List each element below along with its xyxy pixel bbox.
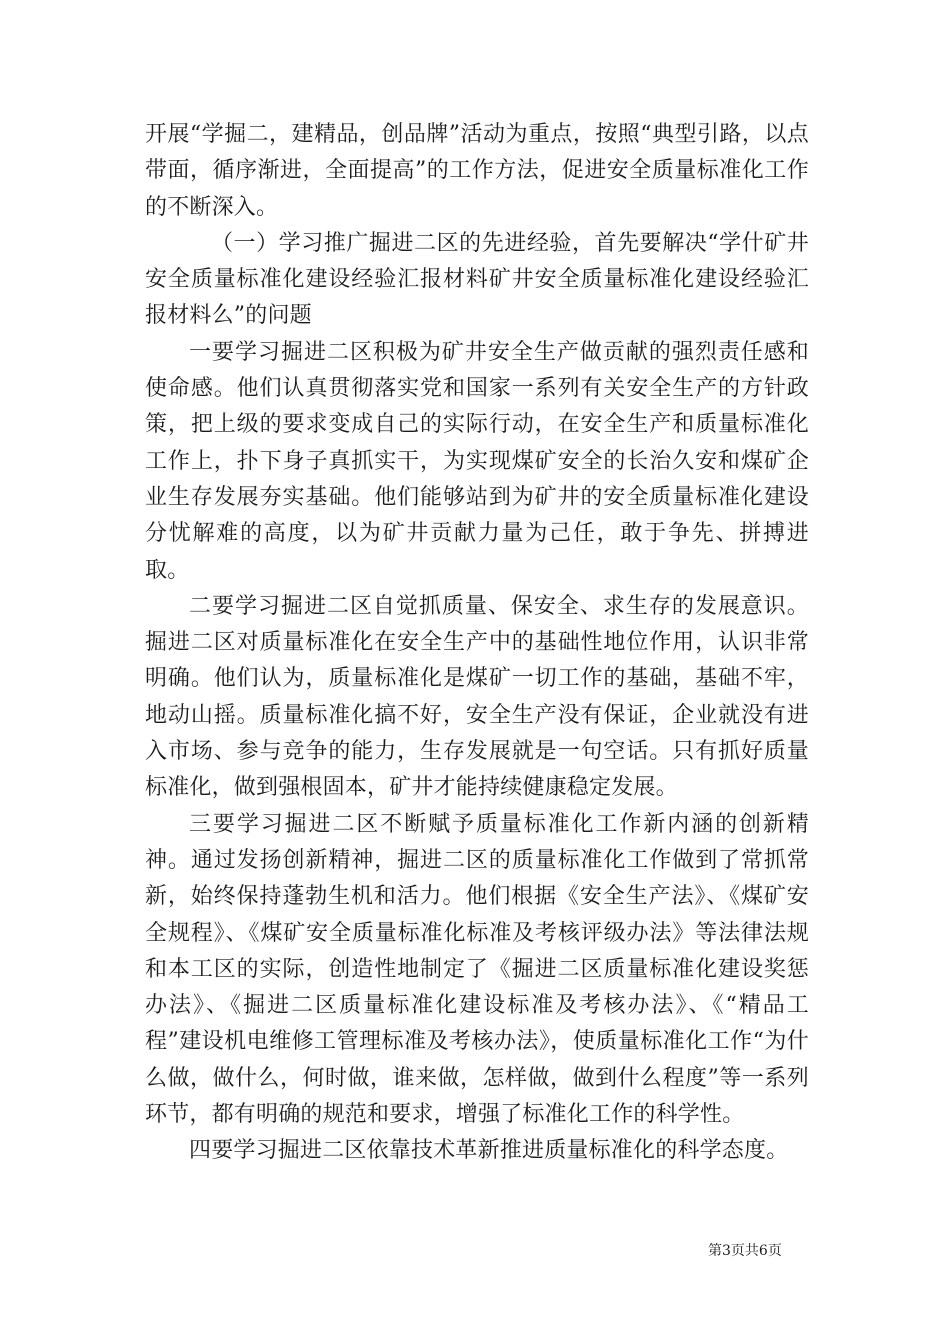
document-body (145, 117, 809, 1170)
paragraph-3: 一要学习掘进二区积极为矿井安全生产做贡献的强烈责任感和使命感。他们认真贯彻落实党和国家一系列有关安全生产的方针政策，把上级的要求变成自己的实际行动，在安全生产和质量标准化工作上，扑下身子真抓实干，为实现煤矿安全的长治久安和煤矿企业生存发展夯实基础。他们能够站到为矿井的安全质量标准化建设分忧解难的高度，以为矿井贡献力量为己任，敢于争先、拼搏进取。 (145, 339, 809, 583)
page-number: 第3页共6页 (708, 1243, 782, 1259)
paragraph-2: （一）学习推广掘进二区的先进经验，首先要解决“学什矿井安全质量标准化建设经验汇报材料矿井安全质量标准化建设经验汇报材料么”的问题 (145, 230, 809, 329)
paragraph-5: 三要学习掘进二区不断赋予质量标准化工作新内涵的创新精神。通过发扬创新精神，掘进二区的质量标准化工作做到了常抓常新，始终保持蓬勃生机和活力。他们根据《安全生产法》、《煤矿安全规程》、《煤矿安全质量标准化标准及考核评级办法》等法律法规和本工区的实际，创造性地制定了《掘进二区质量标准化建设奖惩办法》、《掘进二区质量标准化建设标准及考核办法》、《“精品工程”建设机电维修工管理标准及考核办法》，使质量标准化工作“为什么做，做什么，何时做，谁来做，怎样做，做到什么程度”等一系列环节，都有明确的规范和要求，增强了标准化工作的科学性。 (145, 811, 809, 1128)
paragraph-6: 四要学习掘进二区依靠技术革新推进质量标准化的科学态度。 (189, 1138, 789, 1164)
paragraph-4: 二要学习掘进二区自觉抓质量、保安全、求生存的发展意识。掘进二区对质量标准化在安全生产中的基础性地位作用，认识非常明确。他们认为，质量标准化是煤矿一切工作的基础，基础不牢，地动山摇。质量标准化搞不好，安全生产没有保证，企业就没有进入市场、参与竞争的能力，生存发展就是一句空话。只有抓好质量标准化，做到强根固本，矿井才能持续健康稳定发展。 (145, 593, 809, 801)
paragraph-1: 开展“学掘二，建精品，创品牌”活动为重点，按照“典型引路，以点带面，循序渐进，全面提高”的工作方法，促进安全质量标准化工作的不断深入。 (145, 122, 809, 220)
